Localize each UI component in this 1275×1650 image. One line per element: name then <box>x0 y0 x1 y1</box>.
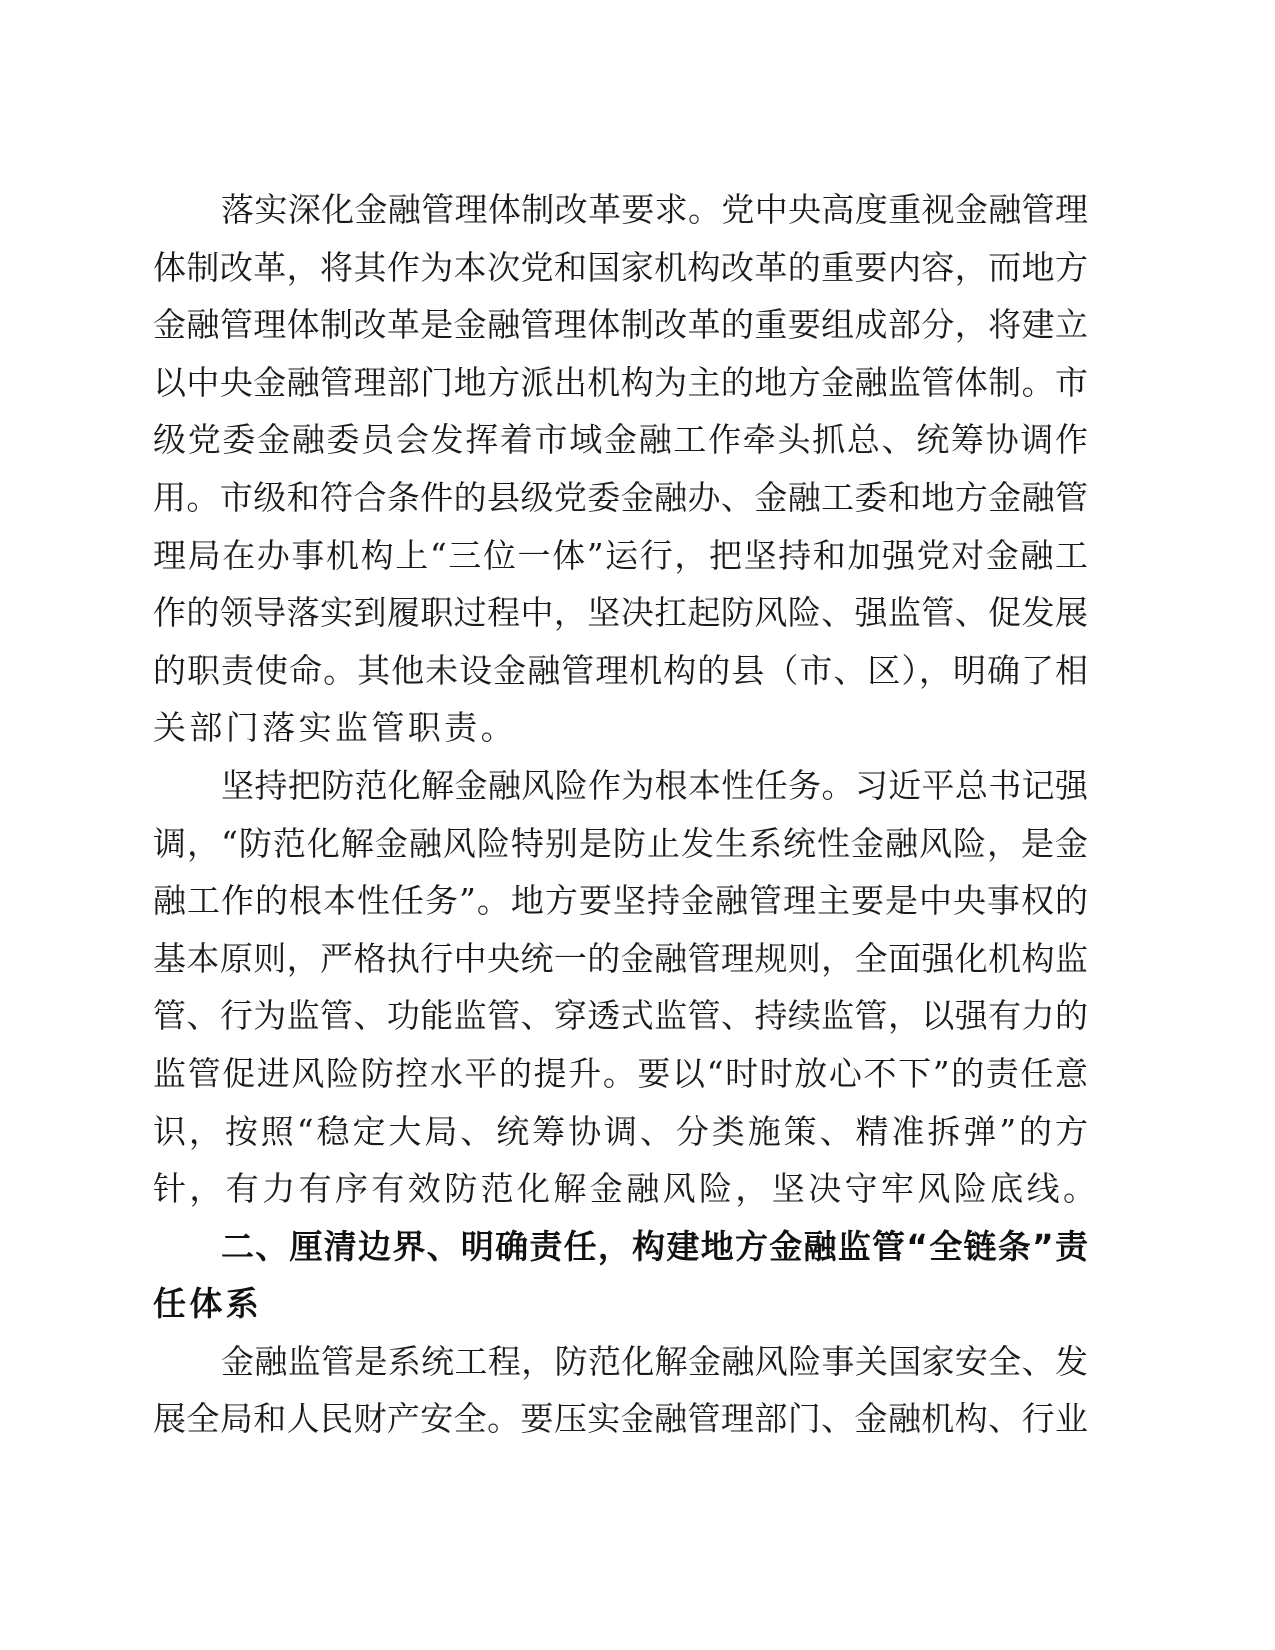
text-line: 关部门落实监管职责。 <box>153 708 517 748</box>
text-line: 以中央金融管理部门地方派出机构为主的地方金融监管体制。市 <box>153 362 1088 402</box>
text-line: 坚持把防范化解金融风险作为根本性任务。习近平总书记强 <box>221 765 1088 805</box>
text-line: 针，有力有序有效防范化解金融风险，坚决守牢风险底线。 <box>153 1169 1100 1209</box>
text-line: 体制改革，将其作为本次党和国家机构改革的重要内容，而地方 <box>153 247 1088 287</box>
text-line: 管、行为监管、功能监管、穿透式监管、持续监管，以强有力的 <box>153 996 1088 1036</box>
heading-line: 任体系 <box>153 1284 263 1324</box>
text-line: 理局在办事机构上“三位一体”运行，把坚持和加强党对金融工 <box>153 535 1088 575</box>
text-line: 基本原则，严格执行中央统一的金融管理规则，全面强化机构监 <box>153 938 1088 978</box>
paragraph-financial-risk-prevention <box>153 757 1100 1218</box>
text-line: 金融监管是系统工程，防范化解金融风险事关国家安全、发 <box>221 1341 1088 1381</box>
text-line: 调，“防范化解金融风险特别是防止发生系统性金融风险，是金 <box>153 823 1088 863</box>
text-line: 作的领导落实到履职过程中，坚决扛起防风险、强监管、促发展 <box>153 593 1088 633</box>
text-line: 融工作的根本性任务”。地方要坚持金融管理主要是中央事权的 <box>153 881 1088 921</box>
text-line: 展全局和人民财产安全。要压实金融管理部门、金融机构、行业 <box>153 1399 1088 1439</box>
text-line: 识，按照“稳定大局、统筹协调、分类施策、精准拆弹”的方 <box>153 1111 1088 1151</box>
text-line: 的职责使命。其他未设金融管理机构的县（市、区），明确了相 <box>153 650 1088 690</box>
text-line: 级党委金融委员会发挥着市域金融工作牵头抓总、统筹协调作 <box>153 420 1088 460</box>
text-line: 金融管理体制改革是金融管理体制改革的重要组成部分，将建立 <box>153 305 1088 345</box>
text-line: 落实深化金融管理体制改革要求。党中央高度重视金融管理 <box>221 190 1088 229</box>
text-line: 监管促进风险防控水平的提升。要以“时时放心不下”的责任意 <box>153 1053 1088 1093</box>
text-line: 用。市级和符合条件的县级党委金融办、金融工委和地方金融管 <box>153 477 1088 517</box>
document-body <box>153 181 1100 1448</box>
paragraph-financial-management-reform <box>153 181 1088 757</box>
paragraph-financial-supervision <box>153 1333 1088 1448</box>
heading-line: 二、厘清边界、明确责任，构建地方金融监管“全链条”责 <box>221 1226 1088 1266</box>
section-heading <box>153 1218 1088 1333</box>
